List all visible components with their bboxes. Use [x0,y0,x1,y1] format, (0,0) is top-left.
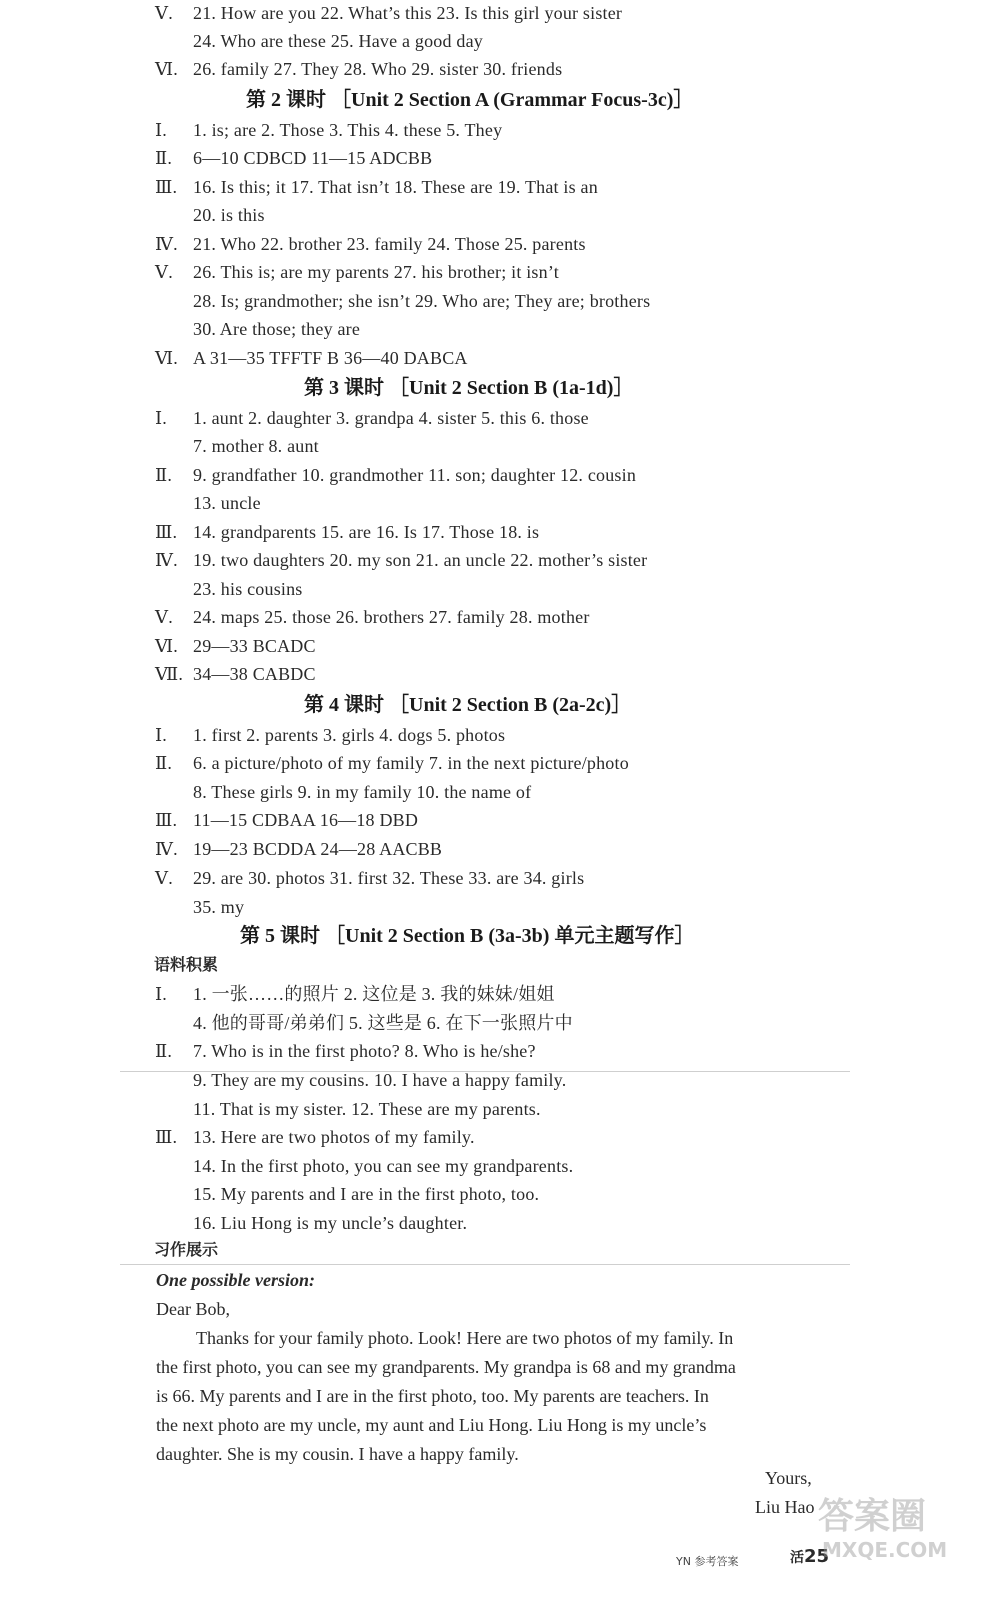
answer-line [155,231,586,257]
answer-line [193,894,244,920]
answer-text: 1. aunt 2. daughter 3. grandpa 4. sister 5. this 6. those [193,408,589,428]
answer-text: 11. That is my sister. 12. These are my parents. [193,1099,541,1119]
answer-text: 16. Is this; it 17. That isn’t 18. These are 19. That is an [193,177,598,197]
letter-greeting: Dear Bob, [156,1299,230,1319]
lesson-heading: 第 3 课时 ［Unit 2 Section B (1a-1d)］ [304,377,634,399]
answer-text: 14. In the first photo, you can see my grandparents. [193,1156,574,1176]
answer-text: 9. grandfather 10. grandmother 11. son; daughter 12. cousin [193,465,637,485]
answer-line [155,750,629,776]
section-roman-numeral: Ⅴ. [155,868,173,888]
answer-line [193,1067,566,1093]
section-roman-numeral: Ⅲ. [155,522,178,542]
section-roman-numeral: Ⅱ. [155,148,173,168]
answer-text: 7. mother 8. aunt [193,436,319,456]
letter-signature: Liu Hao [755,1497,815,1517]
answer-line [155,865,584,891]
answer-text: 19—23 BCDDA 24—28 AACBB [193,839,443,859]
section-roman-numeral: Ⅱ. [155,753,173,773]
lesson-heading: 第 2 课时 ［Unit 2 Section A (Grammar Focus-3c)］ [246,89,694,111]
answer-text: 20. is this [193,205,265,225]
section-roman-numeral: Ⅳ. [155,234,178,254]
letter-body-line: is 66. My parents and I are in the first photo, too. My parents are teachers. In [156,1386,709,1406]
letter-body-line: daughter. She is my cousin. I have a happy family. [156,1444,519,1464]
answer-line [193,1010,573,1036]
page-prefix: 活 [790,1550,804,1566]
answer-text: 13. Here are two photos of my family. [193,1127,475,1147]
version-label: One possible version: [156,1270,315,1290]
answer-line [193,316,360,342]
section-roman-numeral: Ⅱ. [155,1041,173,1061]
section-roman-numeral: Ⅵ. [155,348,179,368]
answer-line [155,1038,536,1064]
answer-line [193,1181,539,1207]
answer-text: 19. two daughters 20. my son 21. an uncle 22. mother’s sister [193,550,648,570]
subsection-title: 习作展示 [154,1240,219,1259]
answer-text: 1. is; are 2. Those 3. This 4. these 5. They [193,120,503,140]
section-roman-numeral: Ⅱ. [155,465,173,485]
answer-text: 1. first 2. parents 3. girls 4. dogs 5. photos [193,725,506,745]
page-number-value: 25 [804,1546,830,1567]
answer-line [193,490,261,516]
section-roman-numeral: Ⅰ. [155,120,168,140]
answer-text: 13. uncle [193,493,261,513]
section-roman-numeral: Ⅴ. [155,262,173,282]
answer-line [155,807,418,833]
watermark-url: MXQE.COM [822,1538,948,1562]
answer-line [155,117,502,143]
answer-line [155,174,598,200]
answer-line [193,576,303,602]
section-roman-numeral: Ⅵ. [155,636,179,656]
section-roman-numeral: Ⅵ. [155,59,179,79]
section-roman-numeral: Ⅲ. [155,1127,178,1147]
answer-text: 29—33 BCADC [193,636,316,656]
section-roman-numeral: Ⅶ. [155,664,184,684]
section-roman-numeral: Ⅰ. [155,408,168,428]
answer-line [193,202,265,228]
letter-body-line: the next photo are my uncle, my aunt and Liu Hong. Liu Hong is my uncle’s [156,1415,707,1435]
answer-line [193,28,483,54]
answer-line [155,405,589,431]
section-roman-numeral: Ⅰ. [155,984,168,1004]
answer-text: 14. grandparents 15. are 16. Is 17. Those 18. is [193,522,540,542]
answer-line [155,633,316,659]
answer-line [155,56,562,82]
answer-text: 1. 一张……的照片 2. 这位是 3. 我的妹妹/姐姐 [193,984,555,1004]
answer-text: 34—38 CABDC [193,664,316,684]
answer-line [193,779,531,805]
answer-text: 29. are 30. photos 31. first 32. These 33. are 34. girls [193,868,585,888]
answer-text: 26. family 27. They 28. Who 29. sister 30. friends [193,59,563,79]
answer-line [155,547,647,573]
letter-body-line: the first photo, you can see my grandparents. My grandpa is 68 and my grandma [156,1357,736,1377]
answer-line [155,0,622,26]
faint-divider [120,1264,850,1265]
section-roman-numeral: Ⅲ. [155,810,178,830]
answer-line [193,433,319,459]
answer-text: 11—15 CDBAA 16—18 DBD [193,810,419,830]
letter-body-line: Thanks for your family photo. Look! Here are two photos of my family. In [196,1328,734,1348]
answer-line [193,1096,541,1122]
answer-line [193,288,650,314]
answer-text: 30. Are those; they are [193,319,361,339]
answer-text: 16. Liu Hong is my uncle’s daughter. [193,1213,468,1233]
answer-text: 9. They are my cousins. 10. I have a happy family. [193,1070,567,1090]
answer-line [155,981,555,1007]
answer-text: 23. his cousins [193,579,303,599]
answer-line [155,836,442,862]
answer-line [155,145,432,171]
answer-text: 26. This is; are my parents 27. his brother; it isn’t [193,262,559,282]
answer-line [155,661,316,687]
footer-code: YN 参考答案 [676,1555,739,1568]
answer-text: 4. 他的哥哥/弟弟们 5. 这些是 6. 在下一张照片中 [193,1013,573,1033]
answer-line [155,519,539,545]
answer-text: 24. maps 25. those 26. brothers 27. family 28. mother [193,607,590,627]
answer-line [155,259,559,285]
answer-text: 15. My parents and I are in the first photo, too. [193,1184,540,1204]
answer-line [155,345,468,371]
section-roman-numeral: Ⅲ. [155,177,178,197]
answer-line [155,604,590,630]
section-roman-numeral: Ⅴ. [155,607,173,627]
answer-line [155,1124,475,1150]
answer-text: 24. Who are these 25. Have a good day [193,31,483,51]
answer-text: 6—10 CDBCD 11—15 ADCBB [193,148,433,168]
section-roman-numeral: Ⅴ. [155,3,173,23]
section-roman-numeral: Ⅳ. [155,550,178,570]
watermark-logo: 答案圈 [818,1496,927,1537]
answer-text: 7. Who is in the first photo? 8. Who is he/she? [193,1041,536,1061]
answer-line [193,1153,573,1179]
answer-text: 21. Who 22. brother 23. family 24. Those 25. parents [193,234,586,254]
subsection-title: 语料积累 [154,955,219,974]
answer-text: 6. a picture/photo of my family 7. in the next picture/photo [193,753,629,773]
answer-line [155,462,636,488]
lesson-heading: 第 4 课时 ［Unit 2 Section B (2a-2c)］ [304,694,632,716]
answer-text: 35. my [193,897,245,917]
answer-text: 8. These girls 9. in my family 10. the name of [193,782,532,802]
section-roman-numeral: Ⅰ. [155,725,168,745]
lesson-heading: 第 5 课时 ［Unit 2 Section B (3a-3b) 单元主题写作］ [240,925,695,947]
answer-text: A 31—35 TFFTF B 36—40 DABCA [193,348,468,368]
answer-text: 21. How are you 22. What’s this 23. Is this girl your sister [193,3,623,23]
answer-line [155,722,505,748]
answer-line [193,1210,467,1236]
letter-closing: Yours, [765,1468,812,1488]
section-roman-numeral: Ⅳ. [155,839,178,859]
answer-text: 28. Is; grandmother; she isn’t 29. Who are; They are; brothers [193,291,651,311]
